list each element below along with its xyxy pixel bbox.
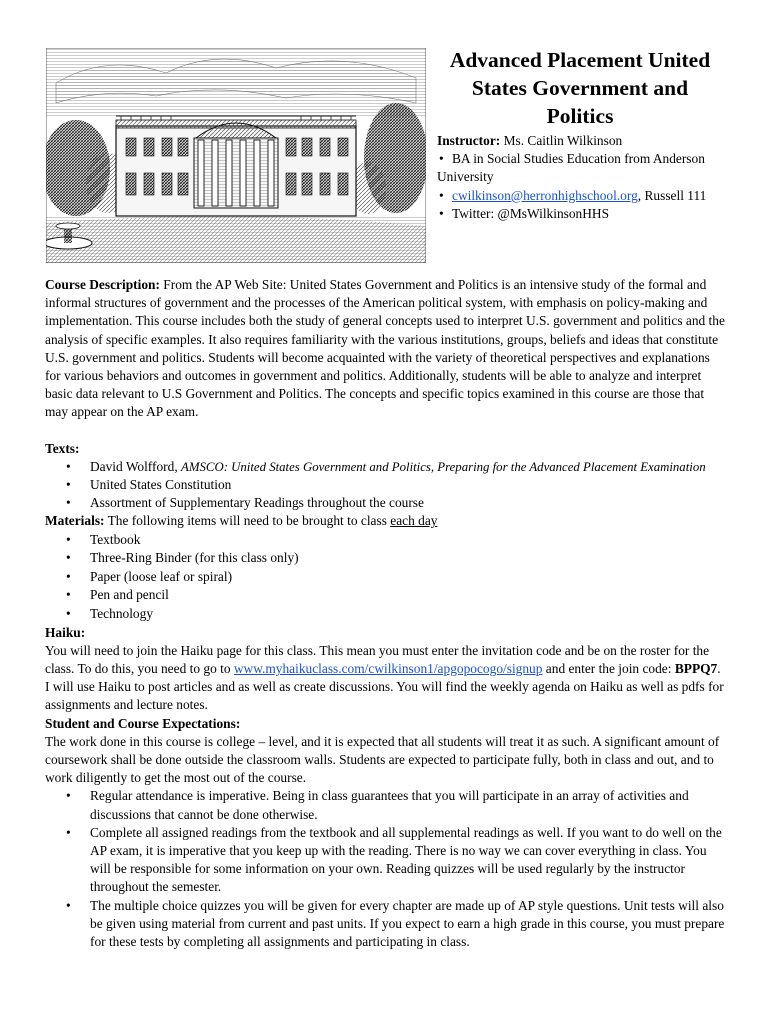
- syllabus-body: [45, 276, 725, 951]
- instructor-label: Instructor:: [437, 133, 501, 148]
- course-title: Advanced Placement United States Government and Politics: [449, 48, 711, 128]
- list-item: • Assortment of Supplementary Readings throughout the course: [90, 494, 725, 512]
- list-item: • David Wolfford, AMSCO: United States Government and Politics, Preparing for the Advanced Placement Examination: [90, 458, 725, 476]
- course-description-text: From the AP Web Site: United States Government and Politics is an intensive study of the formal and informal structures of government and the processes of the American political system, with emphasis on policy-making and implementation. This course includes both the study of general concepts used to interpret U.S. government and politics and the analysis of specific examples. It also requires familiarity with the various institutions, groups, beliefs and ideas that constitute U.S. government and politics. Students will become acquainted with the variety of theoretical perspectives and explanations for various behaviors and outcomes in government and politics. Additionally, students will be able to analyze and interpret basic data relevant to U.S Government and Politics. The concepts and specific topics examined in this course are those that may appear on the AP exam.: [45, 277, 725, 420]
- texts-list: [45, 458, 725, 513]
- list-item: • Technology: [90, 605, 725, 624]
- instructor-line: [437, 132, 727, 150]
- list-item: • The multiple choice quizzes you will be given for every chapter are made up of AP style questions. Unit tests will also be given using material from current and past units. If you expect to earn a high grade in this course, you must prepare for these tests by completing all assignments and participating in class.: [90, 897, 725, 952]
- materials-emphasis: each day: [390, 513, 438, 529]
- list-item: • Pen and pencil: [90, 586, 725, 605]
- course-description: [45, 276, 725, 422]
- expectations-heading: Student and Course Expectations:: [45, 715, 241, 731]
- instructor-email-link[interactable]: cwilkinson@herronhighschool.org: [452, 187, 638, 203]
- haiku-heading: Haiku:: [45, 624, 86, 640]
- instructor-degree: • BA in Social Studies Education from Anderson University: [437, 150, 727, 186]
- list-item: • Regular attendance is imperative. Being in class guarantees that you will participate in an array of activities and discussions that cannot be done otherwise.: [90, 787, 725, 823]
- join-code: BPPQ7: [674, 661, 718, 677]
- instructor-twitter: • Twitter: @MsWilkinsonHHS: [437, 205, 727, 223]
- haiku-signup-link[interactable]: www.myhaikuclass.com/cwilkinson1/apgopocogo/signup: [233, 661, 543, 677]
- expectations-intro: The work done in this course is college – level, and it is expected that all students will treat it as such. A significant amount of coursework shall be done outside the classroom walls. Students are expected to participate fully, both in class and out, and to work diligently to get the most out of the course.: [45, 733, 720, 786]
- white-house-illustration: [46, 48, 426, 263]
- list-item: • Complete all assigned readings from the textbook and all supplemental readings as well. If you want to do well on the AP exam, it is imperative that you keep up with the reading. There is no way we can cover everything in class. You will be responsible for some information on your own. Reading quizzes will be used regularly by the instructor throughout the semester.: [90, 824, 725, 897]
- haiku-text: You will need to join the Haiku page for this class. This mean you must enter the invitation code and be on the roster for the class. To do this, you need to go to www.myhaikuclass.com/cwilkinson1/apgopocogo/signup and enter the join code: BPPQ7. I will use Haiku to post articles and as well as create discussions. You will find the weekly agenda on Haiku as well as pdfs for assignments and lecture notes.: [45, 642, 724, 713]
- materials-heading: Materials: The following items will need to be brought to class each day: [45, 513, 438, 529]
- instructor-room: , Russell 111: [637, 187, 707, 203]
- instructor-name: Ms. Caitlin Wilkinson: [503, 133, 623, 148]
- list-item: • Paper (loose leaf or spiral): [90, 568, 725, 587]
- list-item: • Textbook: [90, 531, 725, 550]
- course-description-label: Course Description:: [45, 277, 160, 292]
- expectations-list: [45, 787, 725, 951]
- list-item: • United States Constitution: [90, 476, 725, 494]
- instructor-info: [437, 132, 727, 223]
- textbook-title: AMSCO: United States Government and Politics, Preparing for the Advanced Placement Examination: [181, 459, 706, 474]
- texts-heading: Texts:: [45, 440, 80, 456]
- list-item: • Three-Ring Binder (for this class only): [90, 549, 725, 568]
- materials-list: [45, 531, 725, 624]
- instructor-contact: [437, 187, 727, 205]
